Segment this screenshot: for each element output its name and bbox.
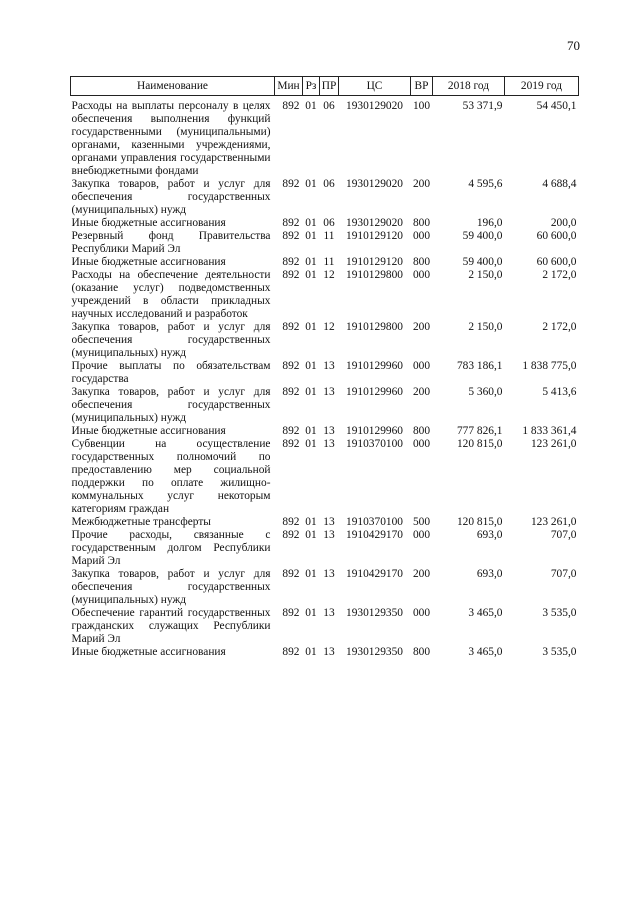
cell-pr: 13 [323,386,335,398]
cell-name: Закупка товаров, работ и услуг для обеспечения государственных (муниципальных) нужд [71,321,271,359]
cell-vr: 500 [412,516,431,528]
cell-name: Иные бюджетные ассигнования [71,425,226,437]
cell-min: 892 [282,425,300,437]
cell-rz: 01 [305,646,317,658]
cell-cs: 1930129020 [346,217,403,229]
cell-min: 892 [282,269,300,281]
cell-name: Иные бюджетные ассигнования [71,217,226,229]
cell-rz: 01 [305,217,317,229]
cell-rz: 01 [305,438,317,450]
cell-2018: 2 150,0 [468,321,503,333]
cell-rz: 01 [305,425,317,437]
cell-cs: 1910429170 [346,568,403,580]
cell-pr: 06 [323,217,335,229]
cell-min: 892 [282,230,300,242]
cell-vr: 800 [412,646,431,658]
cell-min: 892 [282,256,300,268]
cell-rz: 01 [305,529,317,541]
cell-min: 892 [282,438,300,450]
cell-cs: 1910129120 [346,256,403,268]
cell-2019: 707,0 [550,568,577,580]
cell-vr: 000 [412,438,431,450]
cell-rz: 01 [305,178,317,190]
table-row [71,646,579,659]
cell-cs: 1910129800 [346,269,403,281]
cell-vr: 000 [412,607,431,619]
cell-2018: 53 371,9 [462,100,503,112]
cell-2018: 777 826,1 [456,425,503,437]
header-2019: 2019 год [505,77,579,96]
cell-vr: 800 [412,217,431,229]
cell-min: 892 [282,568,300,580]
cell-pr: 12 [323,321,335,333]
cell-name: Иные бюджетные ассигнования [71,646,226,658]
cell-pr: 06 [323,178,335,190]
cell-rz: 01 [305,256,317,268]
table-row [71,217,579,230]
cell-name: Прочие расходы, связанные с государственным долгом Республики Марий Эл [71,529,271,567]
cell-name: Расходы на обеспечение деятельности (оказание услуг) подведомственных учреждений в области прикладных научных исследований и разработок [71,269,271,320]
cell-rz: 01 [305,100,317,112]
table-row [71,178,579,217]
cell-min: 892 [282,386,300,398]
cell-2018: 693,0 [476,568,503,580]
table-row [71,360,579,386]
cell-pr: 12 [323,269,335,281]
cell-vr: 000 [412,269,431,281]
cell-min: 892 [282,607,300,619]
cell-cs: 1910370100 [346,516,403,528]
budget-table [70,76,579,659]
cell-2019: 3 535,0 [542,646,577,658]
header-vr: ВР [411,77,433,96]
table-row [71,568,579,607]
cell-2019: 2 172,0 [542,269,577,281]
table-row [71,321,579,360]
cell-rz: 01 [305,360,317,372]
table-row [71,438,579,516]
cell-2019: 60 600,0 [536,256,577,268]
table-row [71,256,579,269]
cell-vr: 800 [412,425,431,437]
cell-pr: 13 [323,607,335,619]
cell-pr: 13 [323,646,335,658]
cell-cs: 1930129350 [346,646,403,658]
cell-min: 892 [282,100,300,112]
cell-cs: 1910370100 [346,438,403,450]
cell-name: Закупка товаров, работ и услуг для обеспечения государственных (муниципальных) нужд [71,178,271,216]
header-2018: 2018 год [433,77,505,96]
cell-rz: 01 [305,269,317,281]
cell-2019: 54 450,1 [536,100,577,112]
cell-vr: 000 [412,529,431,541]
cell-2019: 707,0 [550,529,577,541]
cell-2018: 59 400,0 [462,256,503,268]
cell-min: 892 [282,646,300,658]
page-number: 70 [567,38,580,53]
cell-rz: 01 [305,386,317,398]
cell-cs: 1910429170 [346,529,403,541]
cell-min: 892 [282,516,300,528]
cell-2019: 200,0 [550,217,577,229]
table-row [71,386,579,425]
cell-vr: 000 [412,230,431,242]
cell-rz: 01 [305,568,317,580]
cell-min: 892 [282,360,300,372]
cell-name: Закупка товаров, работ и услуг для обеспечения государственных (муниципальных) нужд [71,568,271,606]
cell-min: 892 [282,529,300,541]
cell-vr: 200 [412,386,431,398]
cell-2019: 2 172,0 [542,321,577,333]
cell-pr: 13 [323,438,335,450]
cell-pr: 11 [323,256,335,268]
cell-name: Обеспечение гарантий государственных гражданских служащих Республики Марий Эл [71,607,271,645]
cell-pr: 06 [323,100,335,112]
cell-pr: 13 [323,425,335,437]
table-row [71,96,579,179]
cell-2018: 3 465,0 [468,607,503,619]
cell-name: Закупка товаров, работ и услуг для обеспечения государственных (муниципальных) нужд [71,386,271,424]
cell-2018: 196,0 [476,217,503,229]
cell-2018: 3 465,0 [468,646,503,658]
cell-pr: 13 [323,360,335,372]
header-rz: Рз [303,77,320,96]
cell-vr: 200 [412,321,431,333]
cell-2019: 1 833 361,4 [522,425,577,437]
cell-2018: 4 595,6 [468,178,503,190]
cell-2019: 5 413,6 [542,386,577,398]
cell-2018: 2 150,0 [468,269,503,281]
cell-pr: 13 [323,516,335,528]
cell-2018: 59 400,0 [462,230,503,242]
cell-cs: 1910129800 [346,321,403,333]
cell-2018: 783 186,1 [456,360,503,372]
cell-min: 892 [282,217,300,229]
cell-name: Субвенции на осуществление государственных полномочий по предоставлению мер социальной поддержки по оплате жилищно-коммунальных услуг некоторым категориям граждан [71,438,271,515]
cell-2018: 693,0 [476,529,503,541]
cell-rz: 01 [305,516,317,528]
cell-name: Межбюджетные трансферты [71,516,211,528]
table-header [71,77,579,96]
cell-vr: 000 [412,360,431,372]
cell-rz: 01 [305,607,317,619]
table-body [71,96,579,660]
cell-vr: 200 [412,568,431,580]
table-row [71,607,579,646]
cell-2019: 123 261,0 [530,516,577,528]
cell-cs: 1910129120 [346,230,403,242]
cell-min: 892 [282,178,300,190]
cell-name: Прочие выплаты по обязательствам государства [71,360,271,385]
cell-2018: 120 815,0 [456,438,503,450]
table-row [71,529,579,568]
cell-pr: 13 [323,568,335,580]
table-row [71,425,579,438]
cell-cs: 1910129960 [346,425,403,437]
cell-rz: 01 [305,321,317,333]
cell-cs: 1910129960 [346,360,403,372]
cell-vr: 200 [412,178,431,190]
cell-cs: 1910129960 [346,386,403,398]
header-pr: ПР [320,77,339,96]
cell-cs: 1930129020 [346,178,403,190]
cell-vr: 800 [412,256,431,268]
cell-2019: 4 688,4 [542,178,577,190]
cell-rz: 01 [305,230,317,242]
cell-2019: 3 535,0 [542,607,577,619]
table-row [71,269,579,321]
header-min: Мин [275,77,303,96]
cell-2019: 123 261,0 [530,438,577,450]
cell-2019: 1 838 775,0 [522,360,577,372]
table-row [71,516,579,529]
cell-name: Резервный фонд Правительства Республики Марий Эл [71,230,271,255]
cell-pr: 13 [323,529,335,541]
cell-cs: 1930129020 [346,100,403,112]
cell-name: Иные бюджетные ассигнования [71,256,226,268]
cell-vr: 100 [412,100,431,112]
cell-2019: 60 600,0 [536,230,577,242]
header-cs: ЦС [339,77,411,96]
cell-2018: 5 360,0 [468,386,503,398]
cell-min: 892 [282,321,300,333]
header-name: Наименование [71,77,275,96]
cell-pr: 11 [323,230,335,242]
cell-2018: 120 815,0 [456,516,503,528]
cell-cs: 1930129350 [346,607,403,619]
cell-name: Расходы на выплаты персоналу в целях обеспечения выполнения функций государственными (муниципальными) органами, казенными учреждениями, органами управления государственными внебюджетными фондами [71,100,271,177]
table-row [71,230,579,256]
